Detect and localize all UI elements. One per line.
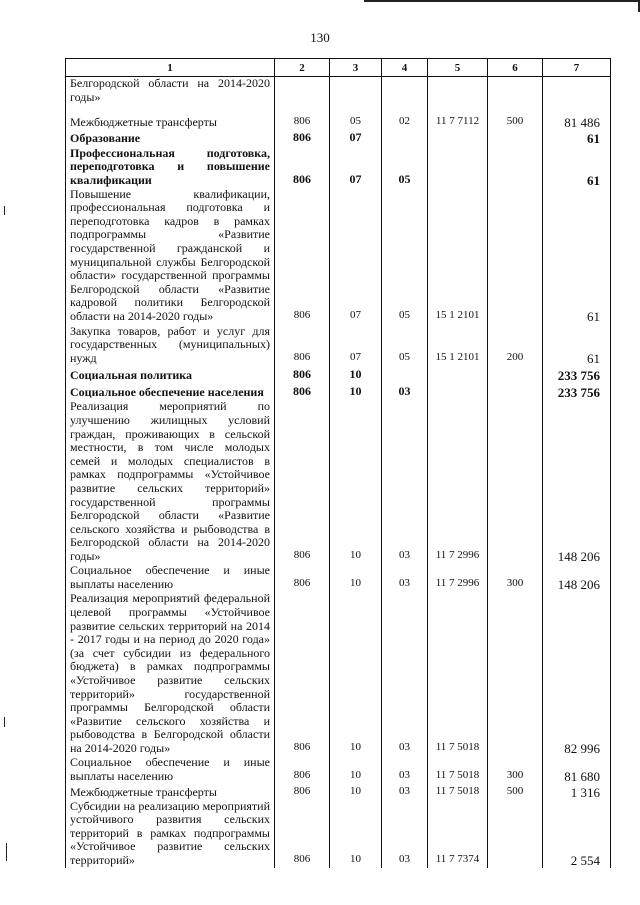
row-target-article: 15 1 2101 (428, 188, 488, 324)
row-target-article (428, 77, 488, 110)
row-name: Социальное обеспечение и иные выплаты населению (66, 564, 275, 592)
row-name: Белгородской области на 2014-2020 годы» (66, 77, 275, 110)
table-row (66, 400, 611, 564)
row-amount: 61 (543, 188, 611, 324)
row-expense-type (488, 592, 543, 756)
row-department-code: 806 (275, 756, 330, 784)
header-col-7: 7 (543, 59, 611, 77)
row-department-code: 806 (275, 130, 330, 146)
row-target-article: 11 7 5018 (428, 756, 488, 784)
row-amount: 148 206 (543, 400, 611, 564)
row-department-code: 806 (275, 366, 330, 383)
row-amount: 61 (543, 324, 611, 366)
row-amount (543, 77, 611, 110)
table-row (66, 784, 611, 800)
header-col-4: 4 (382, 59, 428, 77)
row-subsection-code: 05 (382, 146, 428, 188)
row-department-code: 806 (275, 592, 330, 756)
row-name: Субсидии на реализацию мероприятий устойчивого развития сельских территорий в рамках подпрограммы «Устойчивое развитие сельских территорий» (66, 800, 275, 868)
row-name: Закупка товаров, работ и услуг для государственных (муниципальных) нужд (66, 324, 275, 366)
row-department-code: 806 (275, 784, 330, 800)
row-target-article: 11 7 2996 (428, 400, 488, 564)
row-department-code: 806 (275, 800, 330, 868)
row-expense-type: 300 (488, 564, 543, 592)
row-section-code: 10 (330, 756, 382, 784)
row-name: Образование (66, 130, 275, 146)
table-row (66, 592, 611, 756)
row-target-article (428, 366, 488, 383)
row-target-article: 11 7 2996 (428, 564, 488, 592)
table-row (66, 564, 611, 592)
row-section-code: 10 (330, 784, 382, 800)
scan-mark-left-1 (4, 206, 5, 215)
row-expense-type: 300 (488, 756, 543, 784)
row-section-code: 07 (330, 324, 382, 366)
row-expense-type (488, 366, 543, 383)
row-target-article: 15 1 2101 (428, 324, 488, 366)
row-subsection-code: 05 (382, 324, 428, 366)
row-amount: 2 554 (543, 800, 611, 868)
row-section-code: 05 (330, 110, 382, 130)
header-col-5: 5 (428, 59, 488, 77)
row-department-code: 806 (275, 564, 330, 592)
scan-mark-top (364, 0, 640, 2)
row-section-code: 07 (330, 146, 382, 188)
row-amount: 148 206 (543, 564, 611, 592)
row-name: Повышение квалификации, профессиональная подготовка и переподготовка кадров в рамках подпрограммы «Развитие государственной гражданской и муниципальной службы Белгородской области» государственной программы Белгородской области «Развитие кадровой политики Белгородской области на 2014-2020 годы» (66, 188, 275, 324)
table-header-row (66, 59, 611, 77)
row-section-code: 10 (330, 592, 382, 756)
row-department-code: 806 (275, 188, 330, 324)
scan-mark-left-2 (4, 717, 5, 727)
row-target-article: 11 7 7374 (428, 800, 488, 868)
row-subsection-code: 03 (382, 564, 428, 592)
budget-table (65, 58, 611, 868)
row-subsection-code: 03 (382, 784, 428, 800)
row-department-code: 806 (275, 110, 330, 130)
row-section-code: 07 (330, 188, 382, 324)
row-section-code: 10 (330, 800, 382, 868)
header-col-6: 6 (488, 59, 543, 77)
row-subsection-code: 03 (382, 400, 428, 564)
page-number: 130 (310, 30, 330, 45)
row-department-code: 806 (275, 400, 330, 564)
row-section-code (330, 77, 382, 110)
row-department-code: 806 (275, 146, 330, 188)
row-department-code: 806 (275, 324, 330, 366)
row-subsection-code: 03 (382, 383, 428, 400)
header-col-2: 2 (275, 59, 330, 77)
row-subsection-code (382, 366, 428, 383)
table-row (66, 77, 611, 110)
table-row (66, 130, 611, 146)
row-section-code: 10 (330, 366, 382, 383)
row-name: Реализация мероприятий по улучшению жилищных условий граждан, проживающих в сельской местности, в том числе молодых семей и молодых специалистов в рамках подпрограммы «Устойчивое развитие сельских территорий» государственной программы Белгородской области «Развитие сельского хозяйства и рыбоводства в Белгородской области на 2014-2020 годы» (66, 400, 275, 564)
row-expense-type (488, 188, 543, 324)
table-row (66, 146, 611, 188)
table-row (66, 756, 611, 784)
row-subsection-code (382, 130, 428, 146)
row-expense-type: 500 (488, 110, 543, 130)
scan-mark-left-3 (6, 843, 7, 861)
row-subsection-code (382, 77, 428, 110)
row-name: Реализация мероприятий федеральной целевой программы «Устойчивое развитие сельских территорий на 2014 - 2017 годы и на период до 2020 года» (за счет субсидии из федерального бюджета) в рамках подпрограммы «Устойчивое развитие сельских территорий» государственной программы Белгородской области «Развитие сельского хозяйства и рыбоводства в Белгородской области на 2014-2020 годы» (66, 592, 275, 756)
row-name: Социальное обеспечение и иные выплаты населению (66, 756, 275, 784)
row-target-article (428, 383, 488, 400)
row-amount: 81 680 (543, 756, 611, 784)
row-section-code: 10 (330, 400, 382, 564)
row-target-article: 11 7 5018 (428, 592, 488, 756)
row-subsection-code: 05 (382, 188, 428, 324)
row-name: Социальное обеспечение населения (66, 383, 275, 400)
row-expense-type (488, 383, 543, 400)
row-expense-type (488, 146, 543, 188)
table-row (66, 324, 611, 366)
row-target-article (428, 130, 488, 146)
row-amount: 82 996 (543, 592, 611, 756)
row-expense-type (488, 77, 543, 110)
row-expense-type (488, 400, 543, 564)
row-target-article: 11 7 7112 (428, 110, 488, 130)
header-col-3: 3 (330, 59, 382, 77)
row-target-article: 11 7 5018 (428, 784, 488, 800)
row-section-code: 07 (330, 130, 382, 146)
row-name: Профессиональная подготовка, переподготовка и повышение квалификации (66, 146, 275, 188)
row-subsection-code: 03 (382, 592, 428, 756)
table-row (66, 800, 611, 868)
row-amount: 61 (543, 146, 611, 188)
table-row (66, 383, 611, 400)
row-amount: 61 (543, 130, 611, 146)
table-row (66, 188, 611, 324)
row-expense-type (488, 130, 543, 146)
row-expense-type: 200 (488, 324, 543, 366)
row-name: Социальная политика (66, 366, 275, 383)
row-amount: 233 756 (543, 383, 611, 400)
row-name: Межбюджетные трансферты (66, 110, 275, 130)
row-section-code: 10 (330, 383, 382, 400)
row-target-article (428, 146, 488, 188)
row-department-code: 806 (275, 383, 330, 400)
row-subsection-code: 03 (382, 800, 428, 868)
row-department-code (275, 77, 330, 110)
row-amount: 233 756 (543, 366, 611, 383)
row-subsection-code: 02 (382, 110, 428, 130)
row-subsection-code: 03 (382, 756, 428, 784)
row-amount: 1 316 (543, 784, 611, 800)
row-section-code: 10 (330, 564, 382, 592)
header-col-1: 1 (66, 59, 275, 77)
table-row (66, 110, 611, 130)
row-expense-type (488, 800, 543, 868)
row-name: Межбюджетные трансферты (66, 784, 275, 800)
row-expense-type: 500 (488, 784, 543, 800)
row-amount: 81 486 (543, 110, 611, 130)
table-row (66, 366, 611, 383)
